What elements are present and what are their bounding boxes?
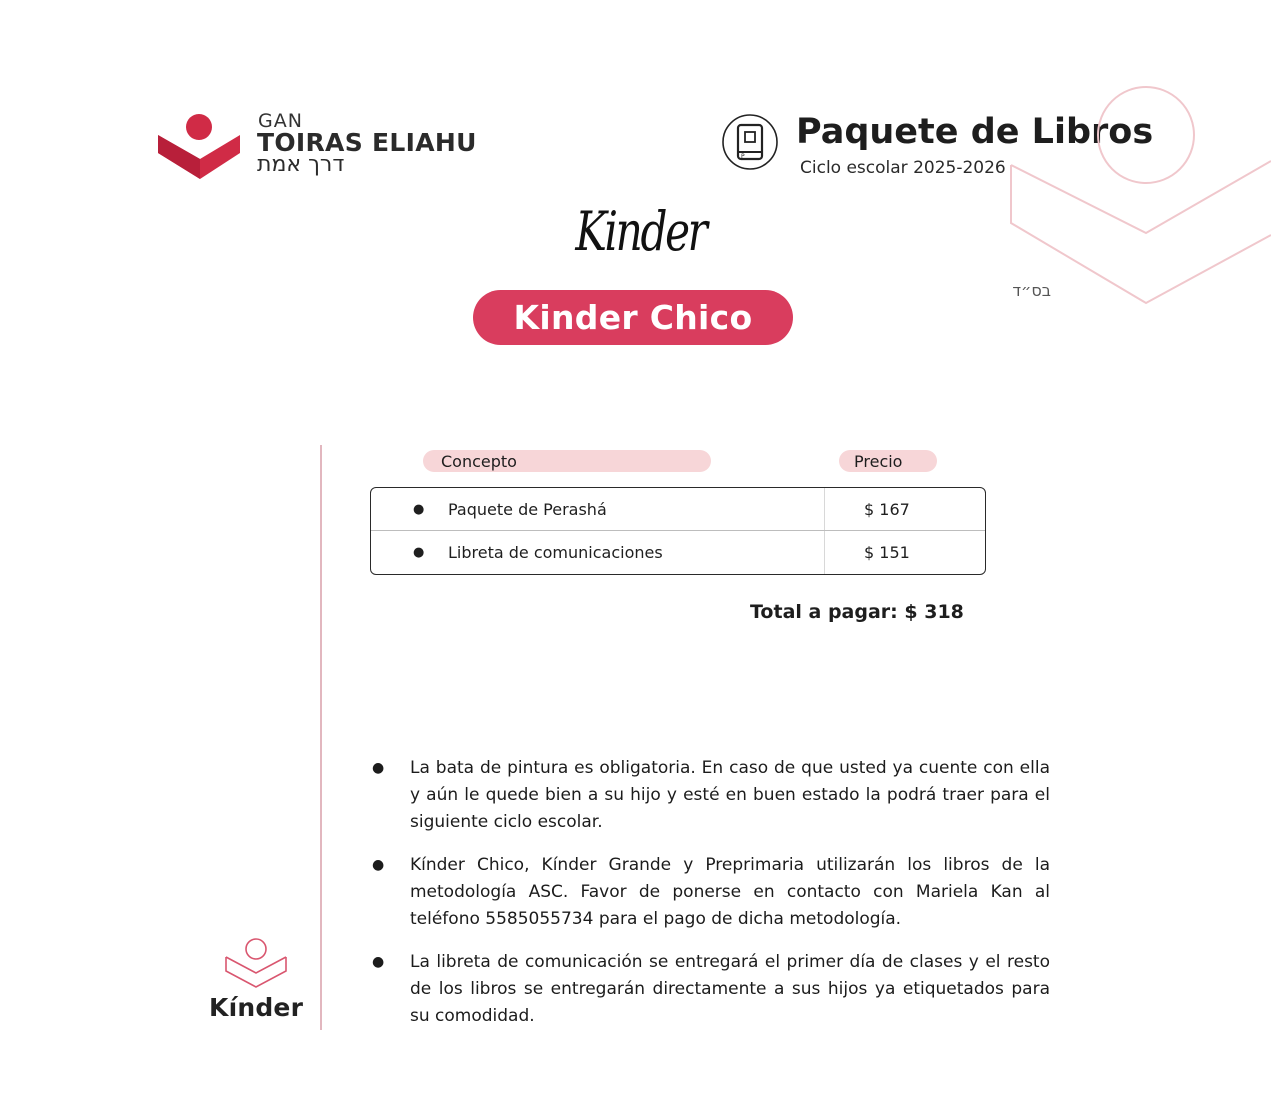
bullet-icon: ● [372,954,385,970]
note-text: Kínder Chico, Kínder Grande y Preprimaria utilizarán los libros de la metodología ASC. Favor de ponerse en contacto con Mariela Kan al teléfono 5585055734 para el pago de dicha metodología. [410,855,1050,929]
column-header-concept: Concepto [423,450,711,472]
row-concept: Paquete de Perashá [448,499,607,519]
list-item [372,755,1050,836]
level-script-heading: Kinder [575,200,706,263]
note-text: La bata de pintura es obligatoria. En caso de que usted ya cuente con ella y aún le quede bien a su hijo y esté en buen estado la podrá traer para el siguiente ciclo escolar. [410,758,1050,832]
logo-gan-text: GAN [258,110,303,132]
besd-hebrew-mark: בס״ד [1012,281,1051,300]
footer-level-label: Kínder [209,993,304,1022]
book-icon [721,113,779,171]
column-header-price: Precio [839,450,937,472]
note-text: La libreta de comunicación se entregará el primer día de clases y el resto de los libros se entregarán directamente a sus hijos ya etiquetados para su comodidad. [410,952,1050,1026]
school-logo-icon [158,113,242,181]
level-badge: Kinder Chico [473,290,793,345]
row-concept: Libreta de comunicaciones [448,542,663,562]
school-year-subtitle: Ciclo escolar 2025-2026 [800,158,1006,178]
notes-list [372,755,1050,1046]
table-row [371,530,985,573]
vertical-divider [320,445,322,1030]
row-price: $ 167 [864,499,910,519]
logo-hebrew-text: דרך אמת [257,152,345,177]
table-row [371,488,985,530]
bullet-icon: ● [413,501,425,517]
bullet-icon: ● [372,760,385,776]
svg-text:P: P [741,153,745,160]
books-table [370,487,986,575]
list-item [372,852,1050,933]
bullet-icon: ● [372,857,385,873]
decorative-logo-outline [1005,85,1271,310]
total-amount: Total a pagar: $ 318 [750,601,964,623]
bullet-icon: ● [413,544,425,560]
page-title: Paquete de Libros [796,112,1154,152]
list-item [372,949,1050,1030]
logo-school-name: TOIRAS ELIAHU [257,128,477,157]
row-price: $ 151 [864,542,910,562]
kinder-outline-icon [224,937,288,989]
